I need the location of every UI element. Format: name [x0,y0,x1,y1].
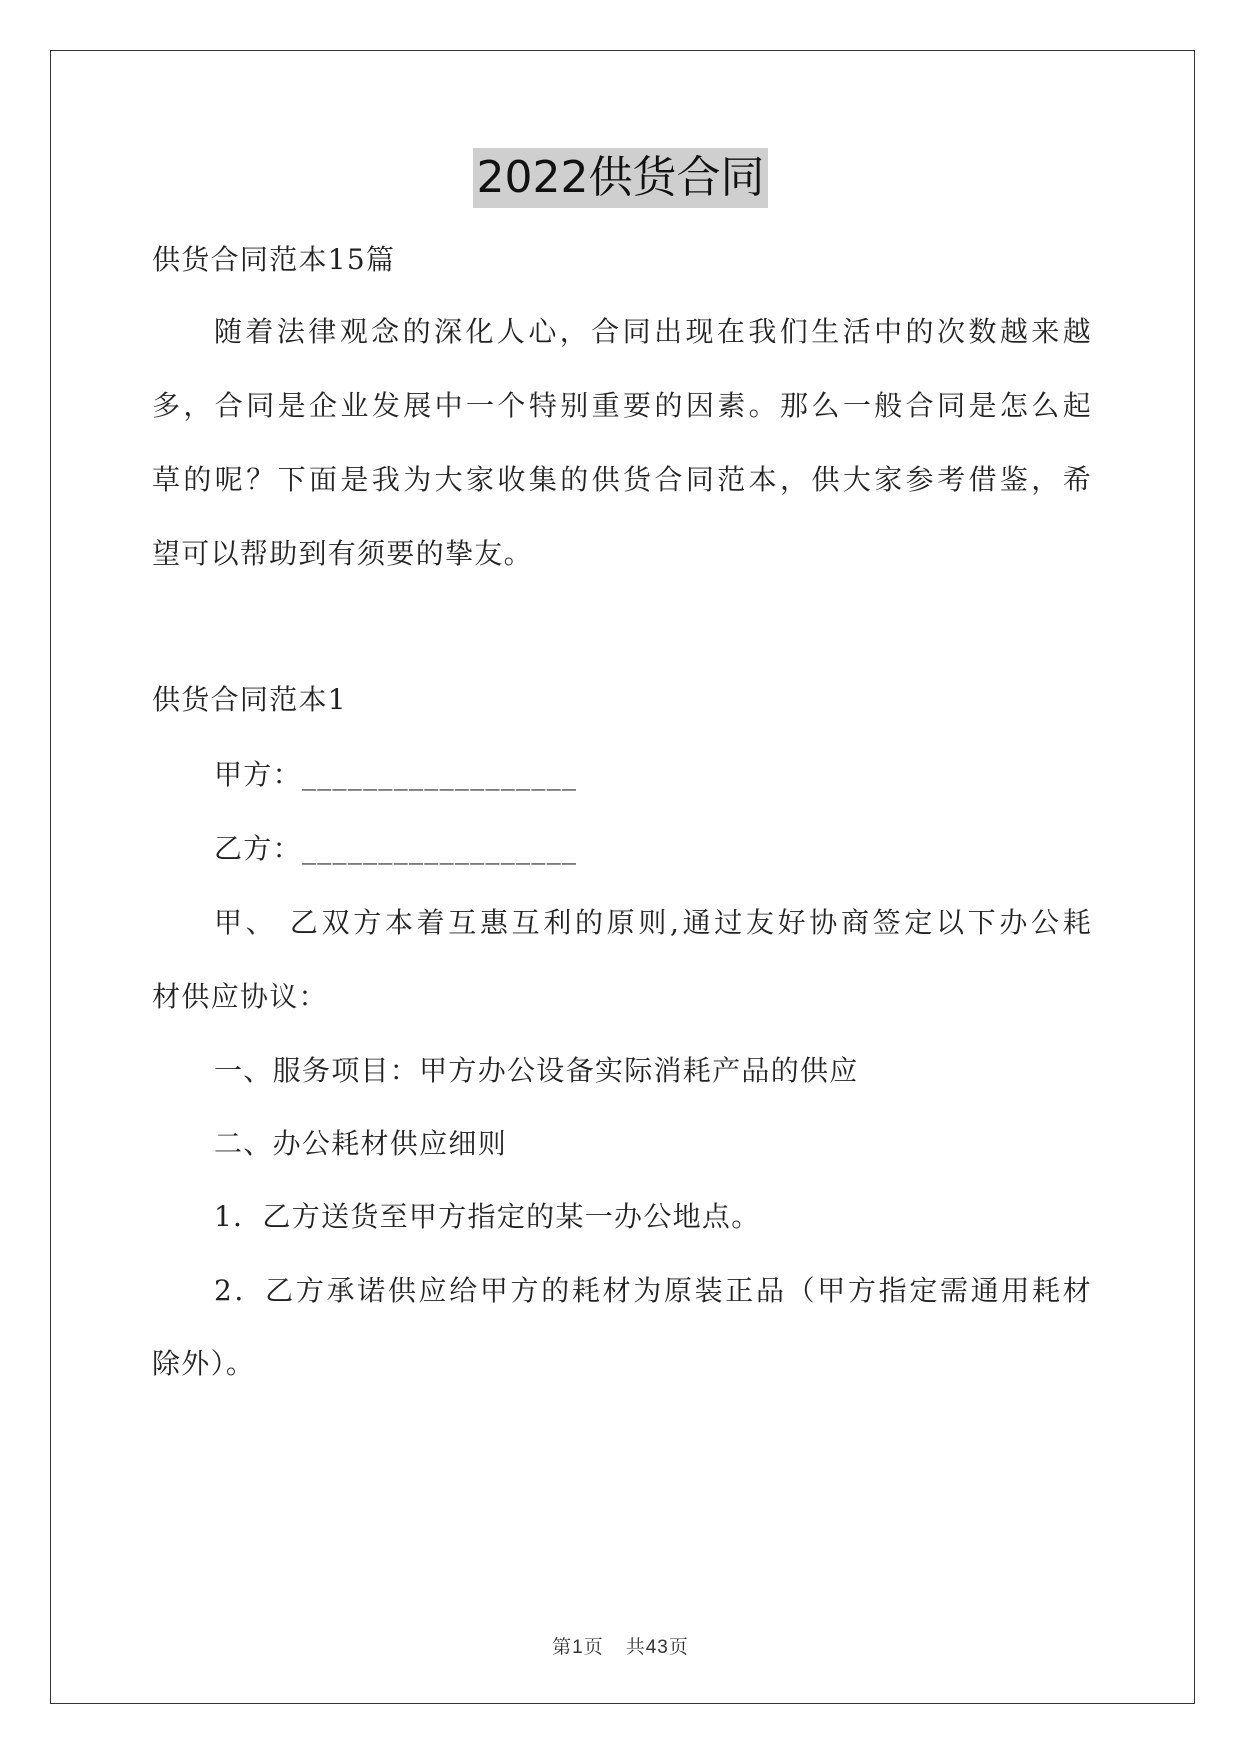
intro-line-2: 多，合同是企业发展中一个特别重要的因素。那么一般合同是怎么起 [152,389,1092,422]
item-2-line-2: 除外）。 [152,1347,256,1380]
total-pages: 43 [645,1637,669,1658]
party-a-line: 甲方：__________________ [214,758,578,791]
page-suffix: 页 [583,1636,604,1658]
party-b-line: 乙方：__________________ [214,832,578,865]
page-footer [0,1632,1241,1659]
agreement-line-1: 甲、 乙双方本着互惠互利的原则,通过友好协商签定以下办公耗 [214,906,1092,939]
item-2-line-1: 2．乙方承诺供应给甲方的耗材为原装正品（甲方指定需通用耗材 [214,1274,1092,1307]
intro-line-1: 随着法律观念的深化人心，合同出现在我们生活中的次数越来越 [214,315,1092,348]
page-number: 1 [572,1637,584,1658]
agreement-line-2: 材供应协议： [152,980,328,1013]
page-border [50,50,1195,1704]
intro-line-4: 望可以帮助到有须要的挚友。 [152,537,533,570]
clause-1: 一、服务项目：甲方办公设备实际消耗产品的供应 [214,1054,859,1087]
document-subtitle: 供货合同范本15篇 [152,243,396,276]
intro-line-3: 草的呢？下面是我为大家收集的供货合同范本，供大家参考借鉴，希 [152,463,1092,496]
section-heading: 供货合同范本1 [152,683,347,716]
total-prefix: 共 [625,1636,646,1658]
clause-2: 二、办公耗材供应细则 [214,1127,508,1160]
item-1: 1．乙方送货至甲方指定的某一办公地点。 [214,1200,761,1233]
page-prefix: 第 [552,1636,573,1658]
total-suffix: 页 [668,1636,689,1658]
title-container [0,148,1241,208]
document-title: 2022供货合同 [473,148,769,208]
